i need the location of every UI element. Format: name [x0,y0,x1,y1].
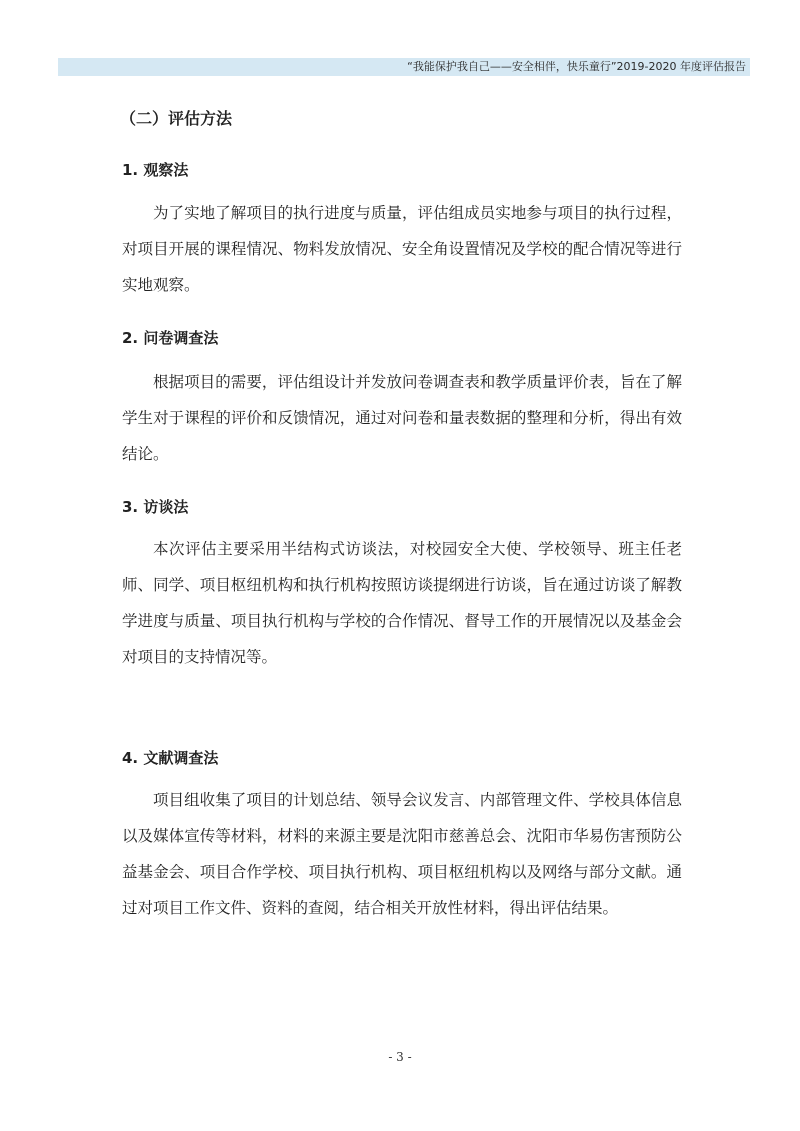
method-heading-observation: 1. 观察法 [122,161,189,179]
section-title: （二）评估方法 [120,109,233,128]
method-paragraph-observation: 为了实地了解项目的执行进度与质量，评估组成员实地参与项目的执行过程，对项目开展的课程情况、物料发放情况、安全角设置情况及学校的配合情况等进行实地观察。 [122,204,682,294]
method-heading-interview: 3. 访谈法 [122,498,189,516]
method-paragraph-literature: 项目组收集了项目的计划总结、领导会议发言、内部管理文件、学校具体信息以及媒体宣传等材料，材料的来源主要是沈阳市慈善总会、沈阳市华易伤害预防公益基金会、项目合作学校、项目执行机构、项目枢纽机构以及网络与部分文献。通过对项目工作文件、资料的查阅，结合相关开放性材料，得出评估结果。 [122,791,682,917]
method-paragraph-interview: 本次评估主要采用半结构式访谈法，对校园安全大使、学校领导、班主任老师、同学、项目枢纽机构和执行机构按照访谈提纲进行访谈，旨在通过访谈了解教学进度与质量、项目执行机构与学校的合作情况、督导工作的开展情况以及基金会对项目的支持情况等。 [122,540,682,666]
method-heading-literature: 4. 文献调查法 [122,749,219,767]
method-paragraph-questionnaire: 根据项目的需要，评估组设计并发放问卷调查表和教学质量评价表，旨在了解学生对于课程的评价和反馈情况，通过对问卷和量表数据的整理和分析，得出有效结论。 [122,373,682,463]
method-heading-questionnaire: 2. 问卷调查法 [122,329,219,347]
running-header-title: “我能保护我自己——安全相伴，快乐童行”2019-2020 年度评估报告 [407,60,746,73]
page-number: - 3 - [388,1050,412,1064]
